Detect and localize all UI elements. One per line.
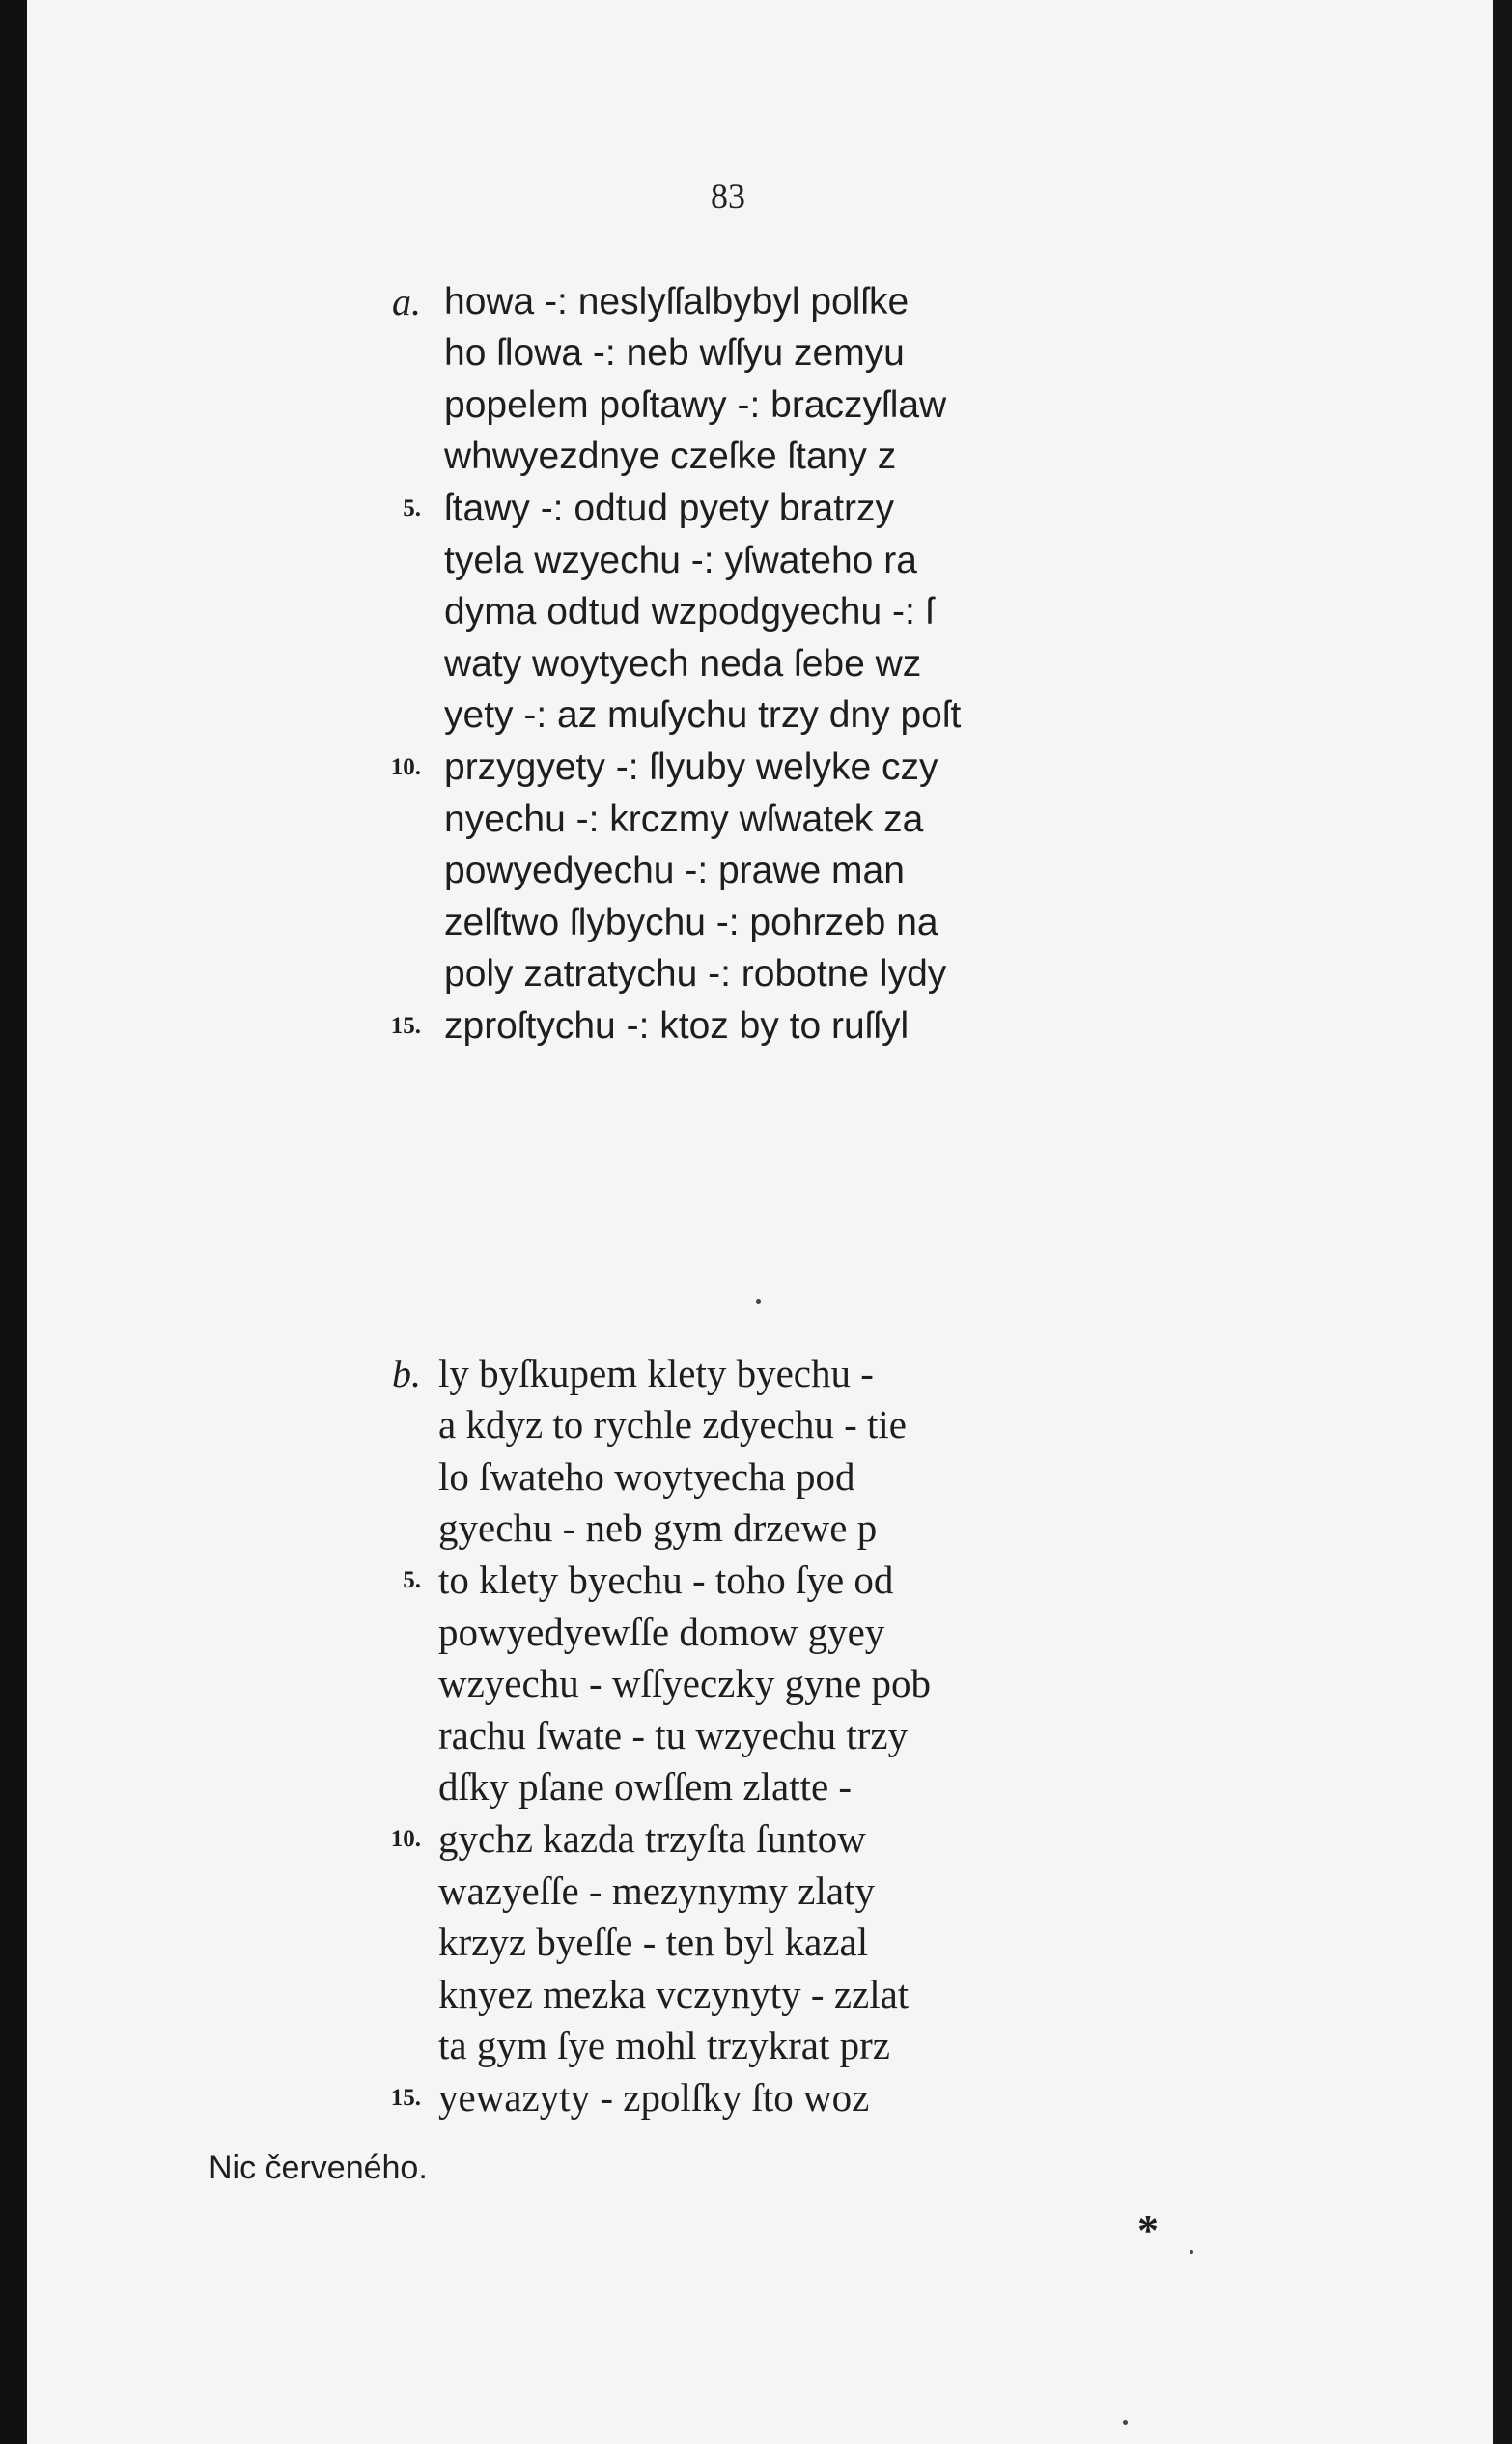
- verse-line: wzyechu - wſſyeczky gyne pob: [438, 1661, 932, 1705]
- footnote: Nic červeného.: [209, 2149, 428, 2186]
- fragment-a-line-number-5: 5.: [403, 495, 421, 521]
- fragment-a-label: a.: [392, 280, 421, 323]
- verse-line: dſky pſane owſſem zlatte -: [438, 1764, 853, 1809]
- fragment-b-label: b.: [392, 1352, 421, 1395]
- verse-line: rachu ſwate - tu wzyechu trzy: [438, 1713, 909, 1757]
- paper-speck: [756, 1299, 761, 1304]
- verse-line: popelem poſtawy -: braczyſlaw: [444, 384, 947, 426]
- fragment-b-line-number-5: 5.: [403, 1567, 421, 1593]
- verse-line: gyechu - neb gym drzewe p: [438, 1505, 878, 1550]
- verse-line: powyedyechu -: prawe man: [444, 850, 905, 891]
- verse-line: yety -: az muſychu trzy dny poſt: [444, 694, 962, 736]
- verse-line: lo ſwateho woytyecha pod: [438, 1454, 855, 1499]
- verse-line: krzyz byeſſe - ten byl kazal: [438, 1920, 869, 1964]
- verse-line: ly byſkupem klety byechu -: [438, 1351, 874, 1395]
- verse-line: tyela wzyechu -: yſwateho ra: [444, 540, 917, 581]
- book-page: [27, 0, 1493, 2444]
- fragment-b-line-number-15: 15.: [390, 2085, 421, 2111]
- verse-line: ho ſlowa -: neb wſſyu zemyu: [444, 332, 905, 374]
- paper-speck: [1190, 2250, 1193, 2254]
- verse-line: ta gym ſye mohl trzykrat prz: [438, 2023, 890, 2067]
- fragment-a-line-number-10: 10.: [390, 754, 421, 780]
- verse-line: zproſtychu -: ktoz by to ruſſyl: [444, 1005, 910, 1047]
- verse-line: yewazyty - zpolſky ſto woz: [438, 2075, 870, 2120]
- verse-line: to klety byechu - toho ſye od: [438, 1558, 894, 1602]
- fragment-b-line-number-10: 10.: [390, 1826, 421, 1852]
- page-number: 83: [711, 177, 745, 215]
- verse-line: dyma odtud wzpodgyechu -: ſ: [444, 591, 935, 632]
- verse-line: knyez mezka vczynyty - zzlat: [438, 1972, 910, 2016]
- verse-line: przygyety -: ſlyuby welyke czy: [444, 746, 938, 788]
- verse-line: zelſtwo ſlybychu -: pohrzeb na: [444, 902, 938, 943]
- verse-line: nyechu -: krczmy wſwatek za: [444, 799, 924, 840]
- verse-line: gychz kazda trzyſta ſuntow: [438, 1816, 866, 1861]
- fragment-a-line-number-15: 15.: [390, 1013, 421, 1039]
- verse-line: ſtawy -: odtud pyety bratrzy: [444, 488, 895, 529]
- scan-right-border: [1493, 0, 1512, 2444]
- verse-line: whwyezdnye czeſke ſtany z: [444, 435, 897, 477]
- verse-line: a kdyz to rychle zdyechu - tie: [438, 1402, 907, 1447]
- scan-left-border: [0, 0, 27, 2444]
- verse-line: waty woytyech neda ſebe wz: [444, 643, 922, 685]
- verse-line: poly zatratychu -: robotne lydy: [444, 953, 947, 995]
- verse-line: wazyeſſe - mezynymy zlaty: [438, 1868, 875, 1913]
- paper-speck: [1123, 2420, 1128, 2425]
- asterisk-mark: *: [1137, 2206, 1159, 2254]
- verse-line: powyedyewſſe domow gyey: [438, 1610, 885, 1654]
- verse-line: howa -: neslyſſalbybyl polſke: [444, 281, 910, 323]
